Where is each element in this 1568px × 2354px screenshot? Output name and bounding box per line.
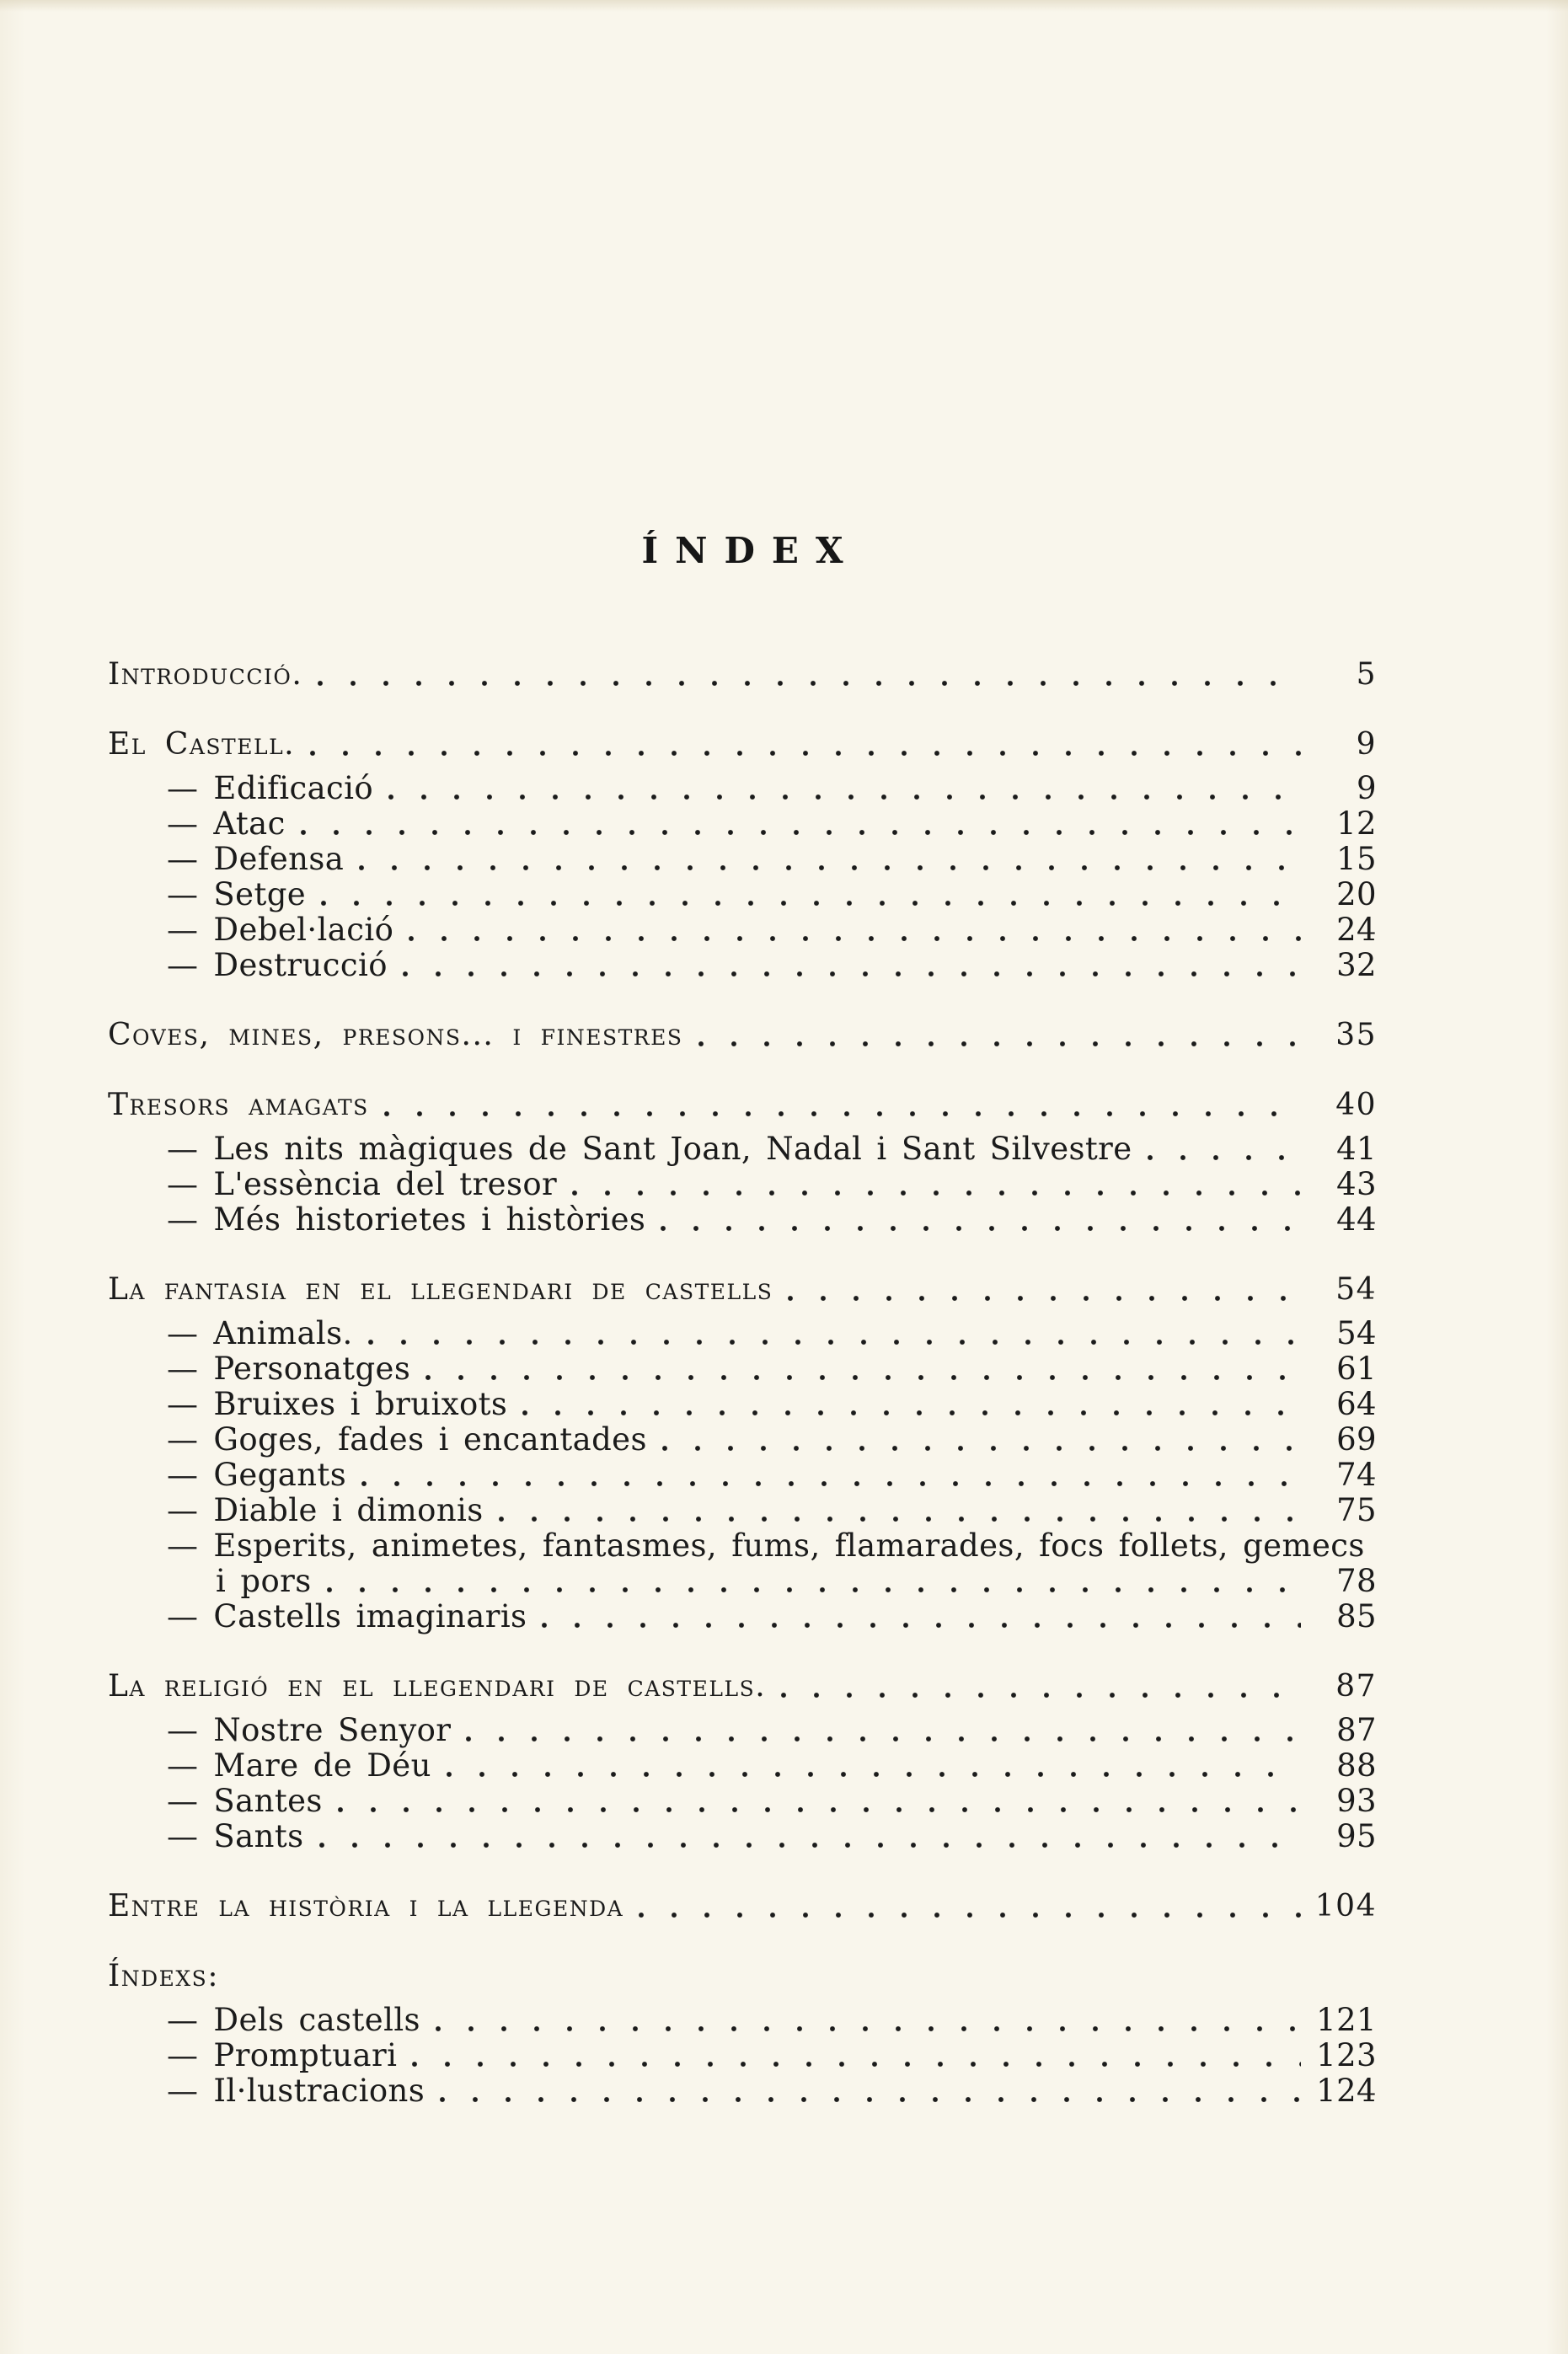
index-content <box>108 531 1377 2109</box>
toc-entry-label: Atac <box>213 805 286 842</box>
toc-page-number: 54 <box>1336 1315 1377 1351</box>
toc-page-number: 124 <box>1316 2073 1377 2109</box>
toc-entry-label: Gegants <box>213 1457 347 1493</box>
dash-icon: — <box>167 805 199 842</box>
toc-page-number: 41 <box>1336 1131 1377 1167</box>
toc-page-number: 9 <box>1356 727 1377 762</box>
dash-icon: — <box>167 1492 199 1528</box>
dash-icon: — <box>167 912 199 948</box>
toc-entry-label: Esperits, animetes, fantasmes, fums, flamarades, focs follets, gemecs <box>213 1527 1365 1564</box>
toc-page-number: 61 <box>1336 1351 1377 1387</box>
dash-icon: — <box>167 1351 199 1387</box>
toc-entry-label: El Castell. <box>108 727 296 762</box>
toc-entry-label: Diable i dimonis <box>213 1492 484 1528</box>
toc-page-number: 69 <box>1336 1421 1377 1458</box>
toc-entry-label: Nostre Senyor <box>213 1712 452 1748</box>
toc-item-row <box>108 1528 1377 1599</box>
toc-item-row <box>108 806 1377 842</box>
toc-entry-label: La fantasia en el llegendari de castells <box>108 1272 773 1307</box>
toc-entry-label: La religió en el llegendari de castells. <box>108 1669 767 1704</box>
page-title: ÍNDEX <box>641 530 860 571</box>
toc-item-row <box>108 1351 1377 1387</box>
toc-item-row <box>108 2003 1377 2038</box>
dot-leader <box>368 1339 1301 1346</box>
toc-item-row <box>108 1713 1377 1748</box>
toc-page-number: 78 <box>1336 1563 1377 1599</box>
toc-entry-label: Dels castells <box>213 2002 420 2038</box>
toc-entry-label: Les nits màgiques de Sant Joan, Nadal i Sant Silvestre <box>213 1131 1132 1167</box>
toc-page-number: 85 <box>1336 1598 1377 1634</box>
dash-icon: — <box>167 876 199 912</box>
toc-item-row <box>108 1599 1377 1634</box>
toc-entry-label: Edificació <box>213 770 374 806</box>
toc-page-number: 24 <box>1336 912 1377 948</box>
toc-page-number: 15 <box>1336 841 1377 877</box>
dash-icon: — <box>167 947 199 983</box>
toc-page-number: 43 <box>1336 1166 1377 1202</box>
dot-leader <box>499 1516 1301 1522</box>
dash-icon: — <box>167 1201 199 1238</box>
toc-page-number: 54 <box>1335 1272 1377 1307</box>
dash-icon: — <box>167 1421 199 1458</box>
dot-leader <box>466 1736 1301 1742</box>
dot-leader <box>440 2096 1301 2103</box>
toc-item-row <box>108 1819 1377 1854</box>
toc-item-row <box>108 1202 1377 1238</box>
toc-item-row <box>108 912 1377 948</box>
toc-item-row <box>108 1167 1377 1202</box>
dot-leader <box>327 1586 1301 1593</box>
dot-leader <box>412 2061 1301 2068</box>
toc-entry-label: Santes <box>213 1783 323 1819</box>
toc-section-row <box>108 1669 1377 1704</box>
toc-item-row <box>108 2073 1377 2109</box>
toc-item-row <box>108 1132 1377 1167</box>
toc-item-row <box>108 2038 1377 2073</box>
toc-page-number: 121 <box>1316 2002 1377 2038</box>
toc-item-row <box>108 771 1377 806</box>
dot-leader <box>403 971 1301 977</box>
toc-item-row <box>108 1387 1377 1422</box>
toc-item-row <box>108 877 1377 912</box>
toc-page-number: 75 <box>1336 1492 1377 1528</box>
toc-entry-label: Setge <box>213 876 307 912</box>
toc-entry-label: Introducció. <box>108 657 303 692</box>
toc-section-row <box>108 1959 1377 1994</box>
dot-leader <box>318 680 1301 687</box>
toc-entry-label: Castells imaginaris <box>213 1598 527 1634</box>
dot-leader <box>662 1445 1301 1452</box>
dot-leader <box>522 1410 1301 1416</box>
toc-entry-label: L'essència del tresor <box>213 1166 558 1202</box>
toc-page-number: 9 <box>1357 770 1377 806</box>
toc-entry-label: Sants <box>213 1818 304 1854</box>
toc-entry-label: Debel·lació <box>213 912 394 948</box>
dot-leader <box>698 1041 1302 1047</box>
dash-icon: — <box>167 1131 199 1167</box>
toc-page-number: 95 <box>1336 1818 1377 1854</box>
table-of-contents <box>108 657 1377 2109</box>
toc-item-row <box>108 1458 1377 1493</box>
dot-leader <box>409 935 1301 942</box>
toc-page-number: 20 <box>1336 876 1377 912</box>
dot-leader <box>361 1480 1301 1487</box>
toc-entry-label: Animals. <box>213 1315 353 1351</box>
dash-icon: — <box>167 1747 199 1784</box>
dash-icon: — <box>167 2002 199 2038</box>
toc-page-number: 87 <box>1335 1669 1377 1704</box>
toc-item-row <box>108 842 1377 877</box>
toc-section-row <box>108 1018 1377 1053</box>
toc-page-number: 104 <box>1314 1889 1377 1923</box>
dot-leader <box>301 829 1301 836</box>
toc-page-number: 64 <box>1336 1386 1377 1422</box>
toc-section-row <box>108 1272 1377 1308</box>
dash-icon: — <box>167 1598 199 1634</box>
toc-row-line <box>108 1564 1377 1599</box>
dash-icon: — <box>167 1166 199 1202</box>
toc-section-row <box>108 657 1377 693</box>
toc-entry-label: Coves, mines, presons... i finestres <box>108 1018 683 1052</box>
toc-entry-label: Defensa <box>213 841 345 877</box>
dash-icon: — <box>167 770 199 806</box>
toc-page-number: 5 <box>1356 657 1377 692</box>
toc-entry-label: Goges, fades i encantades <box>213 1421 647 1458</box>
toc-section-row <box>108 1889 1377 1924</box>
dash-icon: — <box>167 1712 199 1748</box>
dot-leader <box>321 900 1301 907</box>
dot-leader <box>447 1771 1301 1778</box>
dot-leader <box>639 1912 1301 1918</box>
toc-page-number: 123 <box>1316 2037 1377 2073</box>
toc-item-row <box>108 1493 1377 1528</box>
toc-page-number: 35 <box>1335 1018 1377 1052</box>
toc-entry-label: Tresors amagats <box>108 1088 369 1122</box>
toc-entry-label: Il·lustracions <box>213 2073 425 2109</box>
dot-leader <box>319 1842 1302 1848</box>
dot-leader <box>384 1110 1301 1117</box>
toc-page-number: 12 <box>1336 805 1377 842</box>
dash-icon: — <box>167 1457 199 1493</box>
dot-leader <box>436 2025 1301 2032</box>
dash-icon: — <box>167 1386 199 1422</box>
dot-leader <box>661 1225 1301 1232</box>
dash-icon: — <box>167 1315 199 1351</box>
dash-icon: — <box>167 2073 199 2109</box>
dash-icon: — <box>167 1783 199 1819</box>
toc-page-number: 32 <box>1336 947 1377 983</box>
dot-leader <box>1148 1154 1301 1161</box>
toc-entry-label: Promptuari <box>213 2037 398 2073</box>
dot-leader <box>338 1806 1301 1813</box>
toc-row-line <box>108 1528 1377 1564</box>
toc-item-row <box>108 1422 1377 1458</box>
toc-page-number: 88 <box>1336 1747 1377 1784</box>
toc-item-row <box>108 1316 1377 1351</box>
toc-entry-label: Personatges <box>213 1351 411 1387</box>
dot-leader <box>781 1692 1301 1699</box>
dot-leader <box>542 1622 1301 1629</box>
dot-leader <box>572 1190 1301 1196</box>
toc-entry-label: Bruixes i bruixots <box>213 1386 508 1422</box>
dot-leader <box>359 864 1301 871</box>
toc-item-row <box>108 948 1377 983</box>
toc-page-number: 74 <box>1336 1457 1377 1493</box>
toc-entry-label-continuation: i pors <box>216 1563 312 1599</box>
toc-item-row <box>108 1784 1377 1819</box>
dot-leader <box>788 1295 1301 1302</box>
dash-icon: — <box>167 841 199 877</box>
toc-section-row <box>108 727 1377 762</box>
toc-entry-label: Destrucció <box>213 947 388 983</box>
toc-item-row <box>108 1748 1377 1784</box>
dash-icon: — <box>167 1818 199 1854</box>
toc-section-row <box>108 1088 1377 1123</box>
toc-page-number: 87 <box>1336 1712 1377 1748</box>
toc-entry-label: Mare de Déu <box>213 1747 431 1784</box>
dot-leader <box>425 1374 1301 1381</box>
dash-icon: — <box>167 2037 199 2073</box>
toc-entry-label: Entre la història i la llegenda <box>108 1889 624 1923</box>
toc-entry-label: Més historietes i històries <box>213 1201 646 1238</box>
dash-icon: — <box>167 1527 199 1564</box>
toc-page-number: 40 <box>1335 1088 1377 1122</box>
toc-entry-label: Índexs: <box>108 1959 219 1993</box>
toc-page-number: 44 <box>1336 1201 1377 1238</box>
dot-leader <box>388 794 1301 800</box>
dot-leader <box>310 750 1301 757</box>
toc-page-number: 93 <box>1336 1783 1377 1819</box>
